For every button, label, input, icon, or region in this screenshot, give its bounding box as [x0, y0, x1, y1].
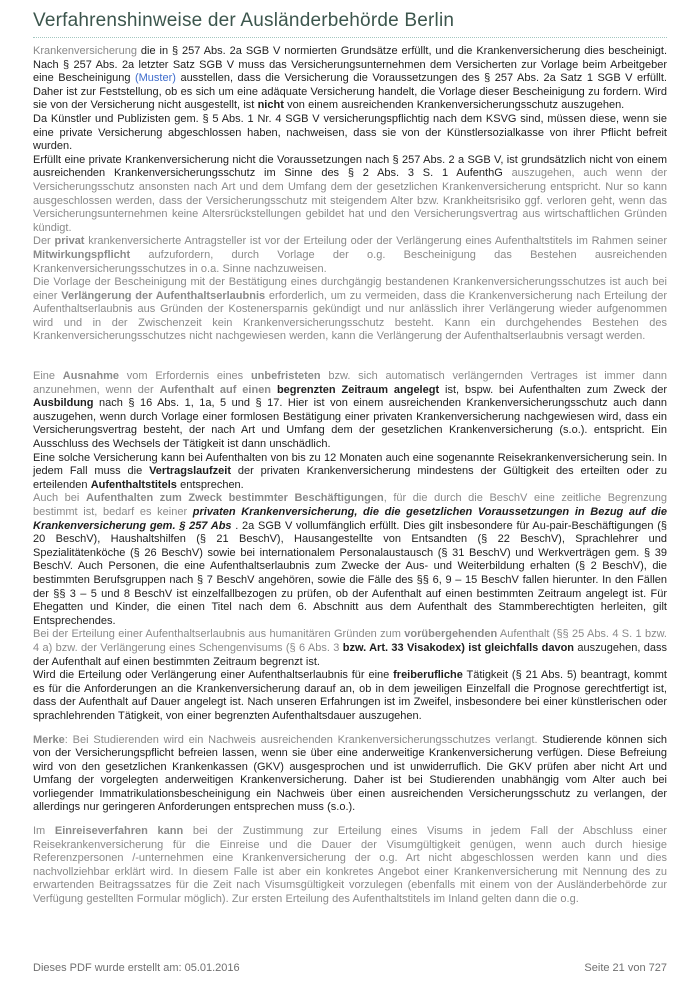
text-run: Aufenthalten zum Zweck bestimmter Beschäftigungen [85, 492, 384, 505]
text-run: privaten Krankenversicherung, die die gesetzlichen Voraussetzungen in Bezug auf die Krankenversicherung gem. § 257 Abs [33, 506, 667, 532]
text-run: aufzufordern, durch Vorlage der o.g. Bescheinigung das Bestehen ausreichenden Krankenversicherungsschutzes in o.a. Sinne nachzuweisen. [33, 248, 667, 275]
text-run: . 2a SGB V vollumfänglich erfüllt. Dies gilt insbesondere für Au-pair-Beschäftigungen (§ 20 BeschV), Haushaltshilfen (§ 21 BeschV), Hausangestellte von Entsandten (§ 22 BeschV), Sprachlehrer und Spezialitätenköche (§ 26 BeschV) sowie bei internationalem Personalaustausch (§ 31 BeschV) und Werkverträgen gem. § 39 BeschV. Auch Personen, die eine Aufenthaltserlaubnis zum Zwecke der Aus- und Weiterbildung erhalten (§ 2 BeschV), die bestimmten Berufsgruppen nach § 7 BeschV angehören, sowie die Fälle des §§ 6, 9 – 15 BeschV fallen hierunter. In den Fällen der §§ 3 – 5 und 8 BeschV ist einzelfallbezogen zu prüfen, ob der Aufenthalt auf einen bestimmten Zeitraum angelegt ist. Für Ehegatten und Kinder, die einen Titel nach dem 6. Abschnitt aus dem Aufenthalt des Stammberechtigten herleiten, gilt Entsprechendes. [33, 519, 667, 627]
text-run: auszugehen, auch wenn der Versicherungsschutz ansonsten nach Art und dem Umfang dem der gesetzlichen Krankenversicherung entspricht. Nur so kann ausgeschlossen werden, dass der Versicherungsschutz mit steigendem Alter bzw. Krankheitsrisiko ggf. verloren geht, wenn das Versicherungsunternehmen keine Altersrückstellungen gebildet hat und den Versicherungsvertrag aus wirtschaftlichen Gründen kündigt. [33, 167, 667, 234]
paragraph [33, 370, 667, 452]
paragraph [33, 492, 667, 628]
title-divider [33, 37, 667, 38]
text-run: die in § 257 Abs. 2a SGB V normierten Grundsätze erfüllt, und die Krankenversicherung dies bescheinigt. Nach § 257 Abs. 2a letzter Satz SGB V muss das Versicherungsunternehmen dem Versicherten zur Vorlage beim Arbeitgeber eine Bescheinigung [33, 45, 668, 85]
text-run: Da Künstler und Publizisten gem. § 5 Abs. 1 Nr. 4 SGB V versicherungspflichtig nach dem KSVG sind, müssen diese, wenn sie eine private Versicherung abgeschlossen haben, nachweisen, dass sie von der Künstlersozialkasse von ihrer Pflicht befreit wurden. [33, 112, 667, 153]
page-footer [33, 962, 667, 974]
text-run: Tätigkeit (§ 21 Abs. 5) beantragt, kommt es für die Anforderungen an die Krankenversicherung darauf an, ob in dem jeweiligen Einzelfall die Prognose gerechtfertigt ist, dass der Aufenthalt auf Dauer angelegt ist. Nach unseren Erfahrungen ist im Zweifel, insbesondere bei einer künstlerischen oder sprachlehrenden Tätigkeit, von einer begrenzten Aufenthaltsdauer auszugehen. [33, 669, 667, 722]
text-run: Einreiseverfahren kann [54, 825, 184, 838]
text-run: Aufenthalt (§§ 25 Abs. 4 S. 1 bzw. 4 a) bzw. der Verlängerung eines Schengenvisums (§ 6 Abs. 3 [33, 628, 667, 654]
text-run: von einem ausreichenden Krankenversicherungsschutz auszugehen. [283, 99, 625, 112]
text-run: Studierende können sich von der Versicherungspflicht befreien lassen, wenn sie über eine anderweitige Krankenversicherung verfügen. Diese Befreiung wird von den gesetzlichen Krankenkassen (GKV) ausgesprochen und ist unwiderruflich. Die GKV prüfen aber nicht Art und Umfang der vorgelegten anderweitigen Krankenversicherung. Daher ist bei Studierenden unabhängig vom Alter auch bei vorliegender Immatrikulationsbescheinigung ein Nachweis über einen ausreichenden Versicherungsschutz zu verlangen, der allerdings nur geringeren Anforderungen entsprechen muss (s.o.). [33, 733, 667, 814]
text-run: Ausnahme [62, 370, 120, 383]
text-run: Der [33, 235, 55, 248]
muster-link[interactable]: (Muster) [134, 72, 176, 85]
text-run: Erfüllt eine private Krankenversicherung nicht die Voraussetzungen nach § 257 Abs. 2 a SGB V, ist grundsätzlich nicht von einem ausreichenden Krankenversicherungsschutz im Sinne des § 2 Abs. 3 S. 1 AufenthG [33, 153, 667, 180]
text-run: : Bei Studierenden wird ein Nachweis ausreichenden Krankenversicherungsschutzes verlangt. [64, 733, 543, 746]
text-run: bzw. sich automatisch verlängernden Vertrages ist immer dann anzunehmen, wenn der [33, 370, 667, 396]
paragraph [33, 669, 667, 723]
text-run: Wird die Erteilung oder Verlängerung einer Aufenthaltserlaubnis für eine [33, 669, 394, 682]
text-run: bei der Zustimmung zur Erteilung eines Visums in jedem Fall der Abschluss einer Reisekrankenversicherung für die Einreise und die Dauer der Visumgültigkeit genügen, wenn auch durch hiesige Referenzpersonen /-unternehmen eine Krankenversicherung der o.g. Art nicht abgeschlossen werden kann und dies nachvollziehbar erklärt wird. In diesem Falle ist aber ein konkretes Angebot einer Krankenversicherung mit Nennung des zu erwartenden Beitragssatzes für die Zeit nach Visumsgültigkeit vorzulegen (ebenfalls mit einem von der Ausländerbehörde zur Verfügung gestellten Formular möglich). Zur ersten Erteilung des Aufenthaltstitels im Inland gelten dann die o.g. [33, 825, 667, 906]
text-run: vorübergehenden [404, 628, 498, 641]
text-run: , für die durch die BeschV eine zeitliche Begrenzung bestimmt ist, bedarf es keiner [33, 492, 668, 518]
creation-date: Dieses PDF wurde erstellt am: 05.01.2016 [33, 962, 240, 974]
text-run: Aufenthalt auf einen [159, 383, 277, 396]
paragraph [33, 825, 667, 907]
text-run: erforderlich, um zu vermeiden, dass die Krankenversicherung nach Erteilung der Aufenthaltserlaubnis aus Gründen der Kostenersparnis gekündigt und nur anlässlich ihrer Verlängerung wieder aufgenommen wird und in der Zwischenzeit kein Krankenversicherungsschutz besteht. Kann ein durchgehendes Bestehen des Krankenversicherungsschutzes nicht nachgewiesen werden, kann die Verlängerung der Aufenthaltserlaubnis versagt werden. [33, 289, 667, 343]
paragraph [33, 276, 667, 344]
text-run: auszugehen, dass der Aufenthalt auf einen bestimmten Zeitraum begrenzt ist. [33, 641, 667, 668]
paragraph [33, 235, 667, 276]
text-run: privat [54, 235, 85, 248]
text-run: Im [33, 825, 55, 838]
text-run: Bei der Erteilung einer Aufenthaltserlaubnis aus humanitären Gründen zum [33, 628, 405, 641]
text-run: krankenversicherte Antragsteller ist vor der Erteilung oder der Verlängerung eines Aufenthaltstitels im Rahmen seiner [84, 235, 667, 248]
text-run: Vertragslaufzeit [149, 465, 231, 478]
paragraph [33, 45, 667, 113]
text-run: der privaten Krankenversicherung mindestens der Gültigkeit des erteilten oder zu erteilenden [33, 465, 668, 491]
text-run: nicht [257, 99, 284, 112]
text-run: ist, bspw. bei Aufenthalten zum Zweck der [439, 383, 667, 396]
paragraph [33, 628, 667, 669]
text-run: begrenzten Zeitraum angelegt [276, 383, 440, 396]
text-run: Eine solche Versicherung kann bei Aufenthalten von bis zu 12 Monaten auch eine sogenannte Reisekrankenversicherung sein. In jedem Fall muss die [33, 451, 667, 478]
paragraph [33, 452, 667, 493]
text-run: unbefristeten [250, 370, 321, 383]
text-run: Ausbildung [33, 397, 94, 410]
text-run: Aufenthaltstitels [90, 478, 177, 491]
text-run: freiberufliche [393, 669, 463, 682]
paragraph [33, 113, 667, 154]
text-run: Eine [33, 370, 63, 383]
text-run: entsprechen. [176, 478, 244, 491]
paragraph [33, 734, 667, 816]
page-title: Verfahrenshinweise der Ausländerbehörde Berlin [33, 10, 455, 31]
document-body [33, 45, 667, 907]
text-run: Die Vorlage der Bescheinigung mit der Bestätigung eines durchgängig bestandenen Krankenversicherungsschutzes ist auch bei einer [33, 276, 667, 302]
paragraph [33, 154, 667, 236]
text-run: bzw. Art. 33 Visakodex) ist gleichfalls davon [342, 641, 575, 654]
text-run: Merke [33, 733, 65, 746]
text-run: nach § 16 Abs. 1, 1a, 5 und § 17. Hier ist von einem ausreichenden Krankenversicherungsschutz auch dann auszugehen, wenn durch Vorlage einer formlosen Bestätigung einer privaten Krankenversicherung nachgewiesen wird, dass ein Versicherungsvertrag besteht, der nach Art und Umfang dem der gesetzlichen Krankenversicherung (s.o.). entspricht. Ein Ausschluss des Wechsels der Tätigkeit ist dann unschädlich. [33, 397, 667, 451]
text-run: Krankenversicherung [33, 45, 141, 57]
text-run: Verlängerung der Aufenthaltserlaubnis [61, 289, 266, 302]
text-run: ausstellen, dass die Versicherung die Voraussetzungen des § 257 Abs. 2a Satz 1 SGB V erfüllt. Daher ist zur Feststellung, ob es sich um eine adäquate Versicherung handelt, die Vorlage dieser Bescheinigung zu fordern. Wird sie von der Versicherung nicht ausgestellt, ist [33, 72, 667, 112]
text-run: Mitwirkungspflicht [33, 248, 131, 261]
text-run: vom Erfordernis eines [119, 370, 251, 383]
text-run: Auch bei [33, 492, 86, 505]
page-number: Seite 21 von 727 [584, 962, 667, 974]
